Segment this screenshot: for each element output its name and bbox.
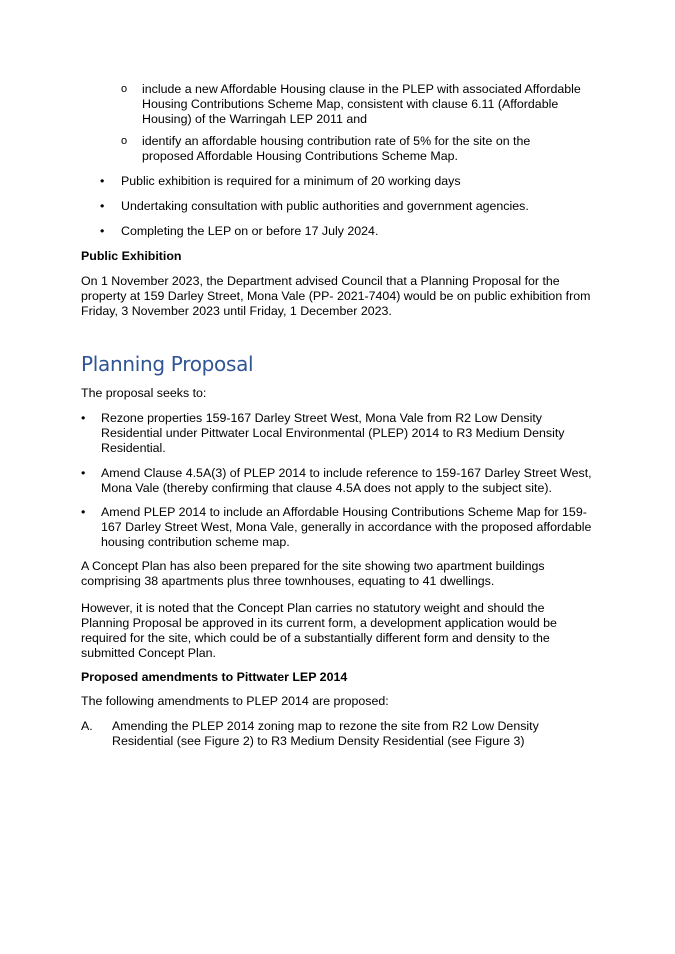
amendments-intro: The following amendments to PLEP 2014 are proposed: [81, 694, 389, 708]
bullet-marker: • [81, 466, 86, 480]
bullet-marker: • [81, 411, 86, 425]
proposal-intro: The proposal seeks to: [81, 386, 207, 400]
bullet-marker: • [100, 174, 105, 188]
condition-text: Undertaking consultation with public authorities and government agencies. [121, 199, 529, 213]
concept-plan-paragraph: A Concept Plan has also been prepared for the site showing two apartment buildings comprising 38 apartments plus three townhouses, equating to 41 dwellings. [81, 559, 545, 588]
bullet-marker: • [100, 199, 105, 213]
circle-bullet: o [121, 83, 128, 95]
bullet-marker: • [81, 505, 86, 519]
public-exhibition-heading: Public Exhibition [81, 249, 182, 263]
sub-list-item-text: identify an affordable housing contribution rate of 5% for the site on the proposed Affordable Housing Contributions Scheme Map. [142, 134, 531, 163]
proposal-item-text: Rezone properties 159-167 Darley Street West, Mona Vale from R2 Low Density Residential under Pittwater Local Environmental (PLEP) 2014 to R3 Medium Density Residential. [101, 411, 565, 455]
bullet-marker: • [100, 224, 105, 238]
proposal-item-text: Amend Clause 4.5A(3) of PLEP 2014 to include reference to 159-167 Darley Street West, Mona Vale (thereby confirming that clause 4.5A does not apply to the subject site). [101, 466, 592, 495]
proposal-item-text: Amend PLEP 2014 to include an Affordable Housing Contributions Scheme Map for 159-167 Darley Street West, Mona Vale, generally in accordance with the proposed affordable housing contribution scheme map. [101, 505, 592, 549]
amendment-text: Amending the PLEP 2014 zoning map to rezone the site from R2 Low Density Residential (see Figure 2) to R3 Medium Density Residential (see Figure 3) [112, 719, 539, 748]
amendment-marker: A. [81, 719, 93, 733]
statutory-weight-paragraph: However, it is noted that the Concept Plan carries no statutory weight and should the Planning Proposal be approved in its current form, a development application would be required for the site, which could be of a substantially different form and density to the submitted Concept Plan. [81, 601, 557, 660]
condition-text: Public exhibition is required for a minimum of 20 working days [121, 174, 461, 188]
condition-text: Completing the LEP on or before 17 July 2024. [121, 224, 379, 238]
amendments-heading: Proposed amendments to Pittwater LEP 2014 [81, 670, 348, 684]
sub-list-item-text: include a new Affordable Housing clause in the PLEP with associated Affordable Housing Contributions Scheme Map, consistent with clause 6.11 (Affordable Housing) of the Warringah LEP 2011 and [142, 82, 581, 126]
public-exhibition-body: On 1 November 2023, the Department advised Council that a Planning Proposal for the property at 159 Darley Street, Mona Vale (PP- 2021-7404) would be on public exhibition from Friday, 3 November 2023 until Friday, 1 December 2023. [81, 274, 591, 318]
section-title: Planning Proposal [81, 352, 254, 376]
circle-bullet: o [121, 135, 128, 147]
